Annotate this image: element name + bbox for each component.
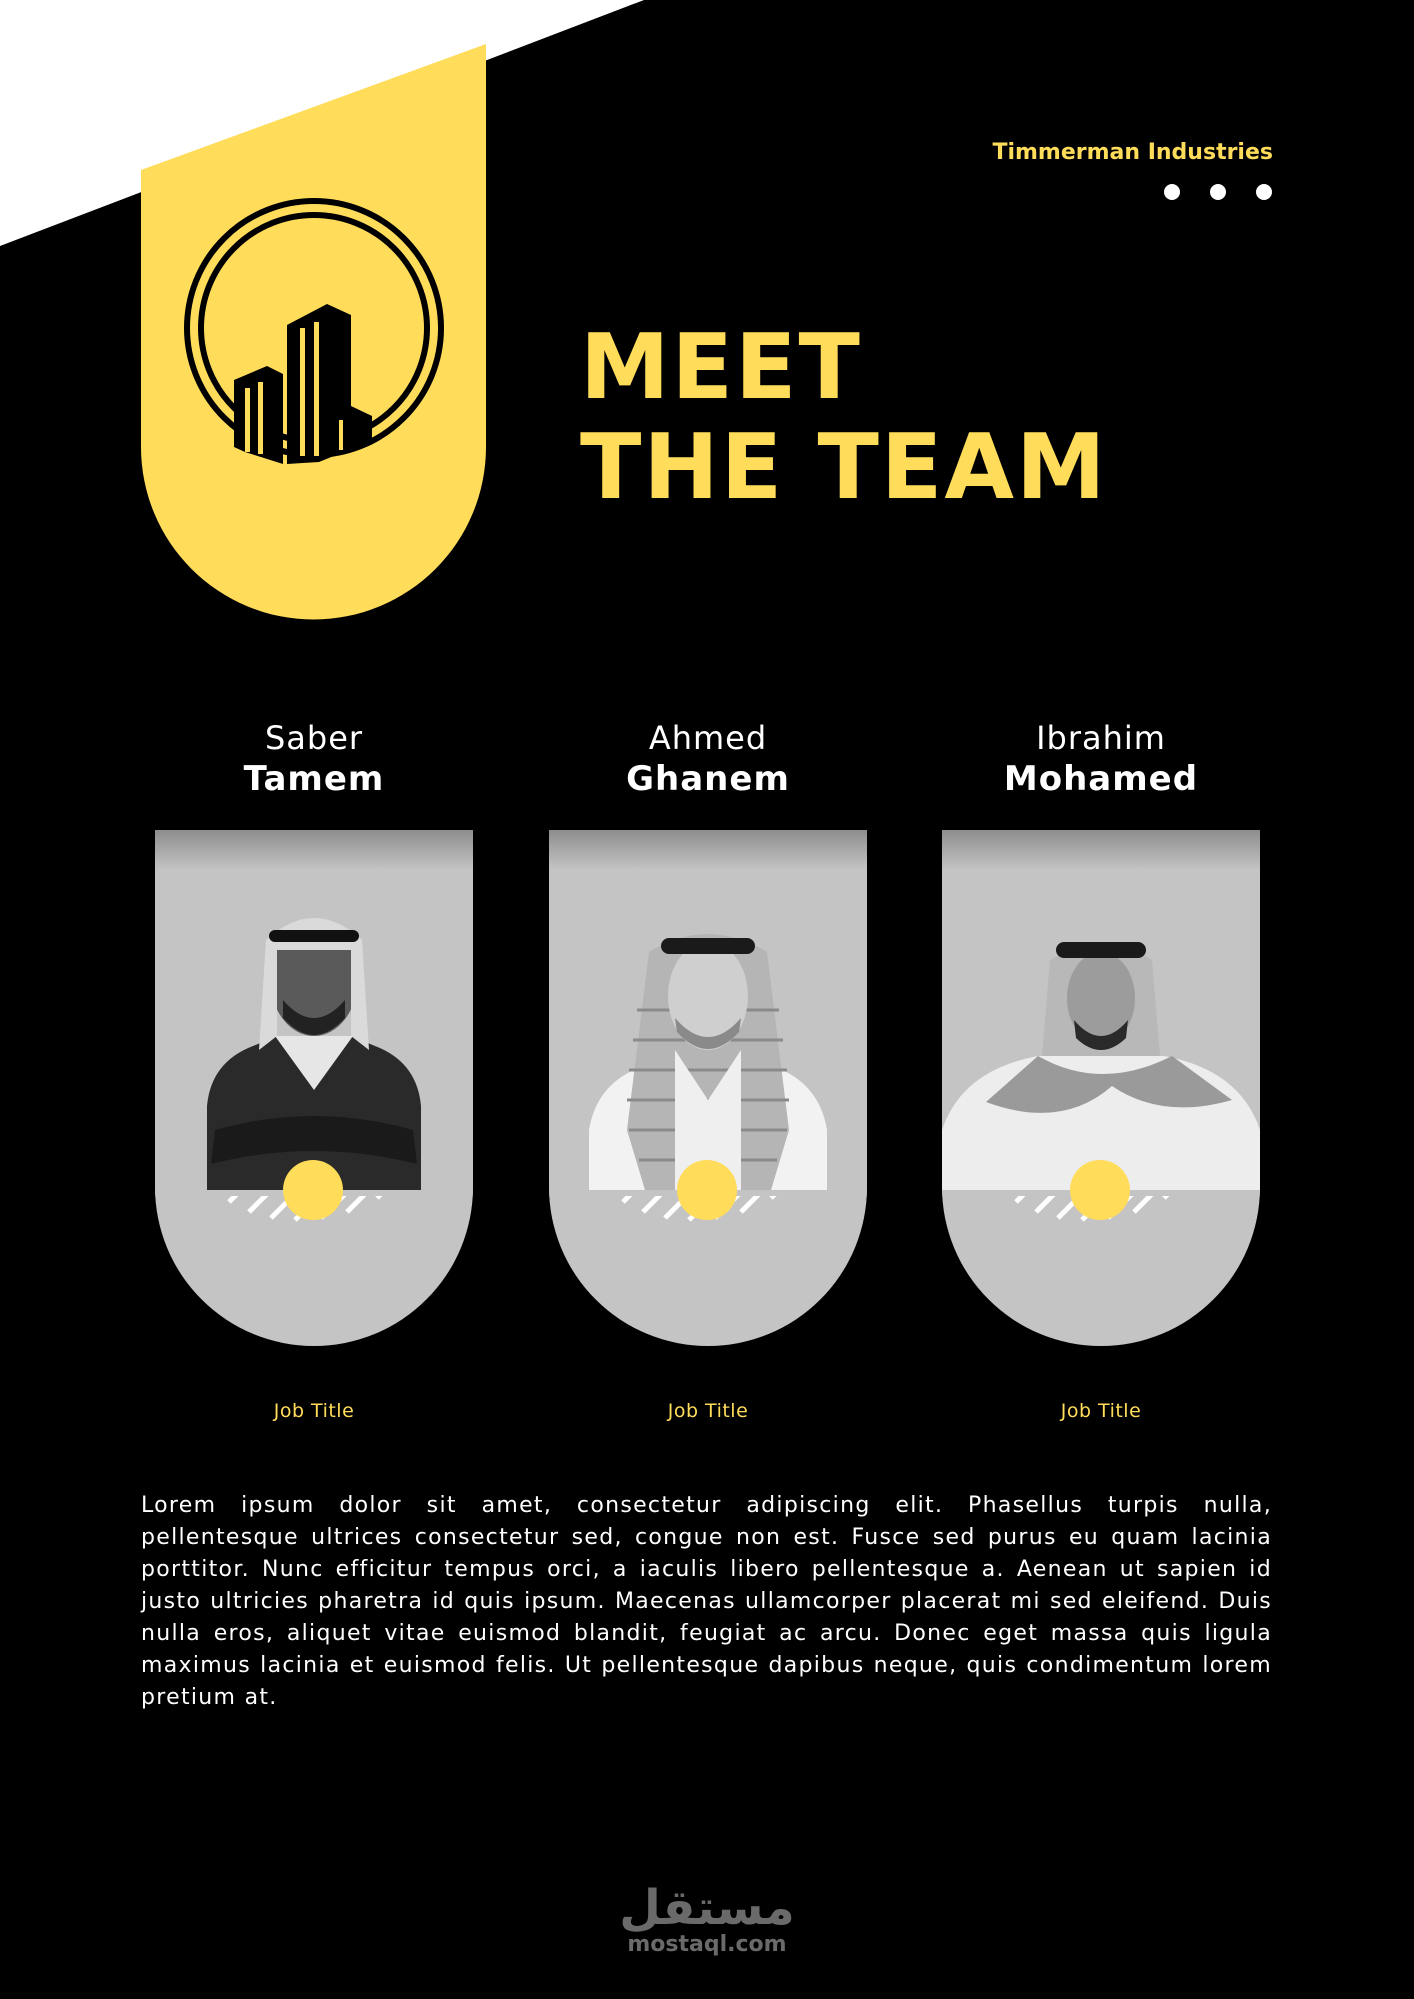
- member-job-title: Job Title: [273, 1400, 355, 1422]
- member-photo-card: [549, 830, 867, 1346]
- team-member-3: [942, 718, 1260, 1422]
- portrait-illustration: [549, 830, 867, 1346]
- portrait-illustration: [942, 830, 1260, 1346]
- company-name: Timmerman Industries: [992, 140, 1273, 165]
- title-line-1: MEET: [580, 315, 862, 420]
- dot: [1210, 184, 1226, 200]
- page-title: [580, 315, 1108, 520]
- title-line-2: THE TEAM: [580, 415, 1108, 520]
- member-last-name: Mohamed: [1003, 759, 1199, 799]
- member-first-name: Ahmed: [648, 719, 768, 757]
- member-last-name: Ghanem: [626, 759, 790, 799]
- team-member-2: [549, 718, 867, 1422]
- body-paragraph: Lorem ipsum dolor sit amet, consectetur adipiscing elit. Phasellus turpis nulla, pellentesque ultrices consectetur sed, congue non est. Fusce sed purus eu quam lacinia porttitor. Nunc efficitur tempus orci, a iaculis libero pellentesque a. Aenean ut sapien id justo ultricies pharetra id quis ipsum. Maecenas ullamcorper placerat mi sed eleifend. Duis nulla eros, aliquet vitae euismod blandit, feugiat ac arcu. Donec eget massa quis ligula maximus lacinia et euismod felis. Ut pellentesque dapibus neque, quis condimentum lorem pretium at.: [141, 1493, 1272, 1710]
- member-job-title: Job Title: [667, 1400, 749, 1422]
- member-photo-card: [155, 830, 473, 1346]
- member-first-name: Ibrahim: [1036, 719, 1166, 757]
- logo-banner: [141, 44, 486, 620]
- pagination-dots: [1160, 184, 1278, 204]
- watermark-url: mostaql.com: [627, 1932, 787, 1957]
- watermark-logo: مستقل: [619, 1880, 795, 1936]
- member-photo-card: [942, 830, 1260, 1346]
- member-job-title: Job Title: [1060, 1400, 1142, 1422]
- member-first-name: Saber: [264, 719, 364, 757]
- team-member-1: [155, 718, 473, 1422]
- watermark: [600, 1880, 814, 1958]
- dot: [1164, 184, 1180, 200]
- dot: [1256, 184, 1272, 200]
- member-last-name: Tamem: [243, 759, 385, 799]
- portrait-illustration: [155, 830, 473, 1346]
